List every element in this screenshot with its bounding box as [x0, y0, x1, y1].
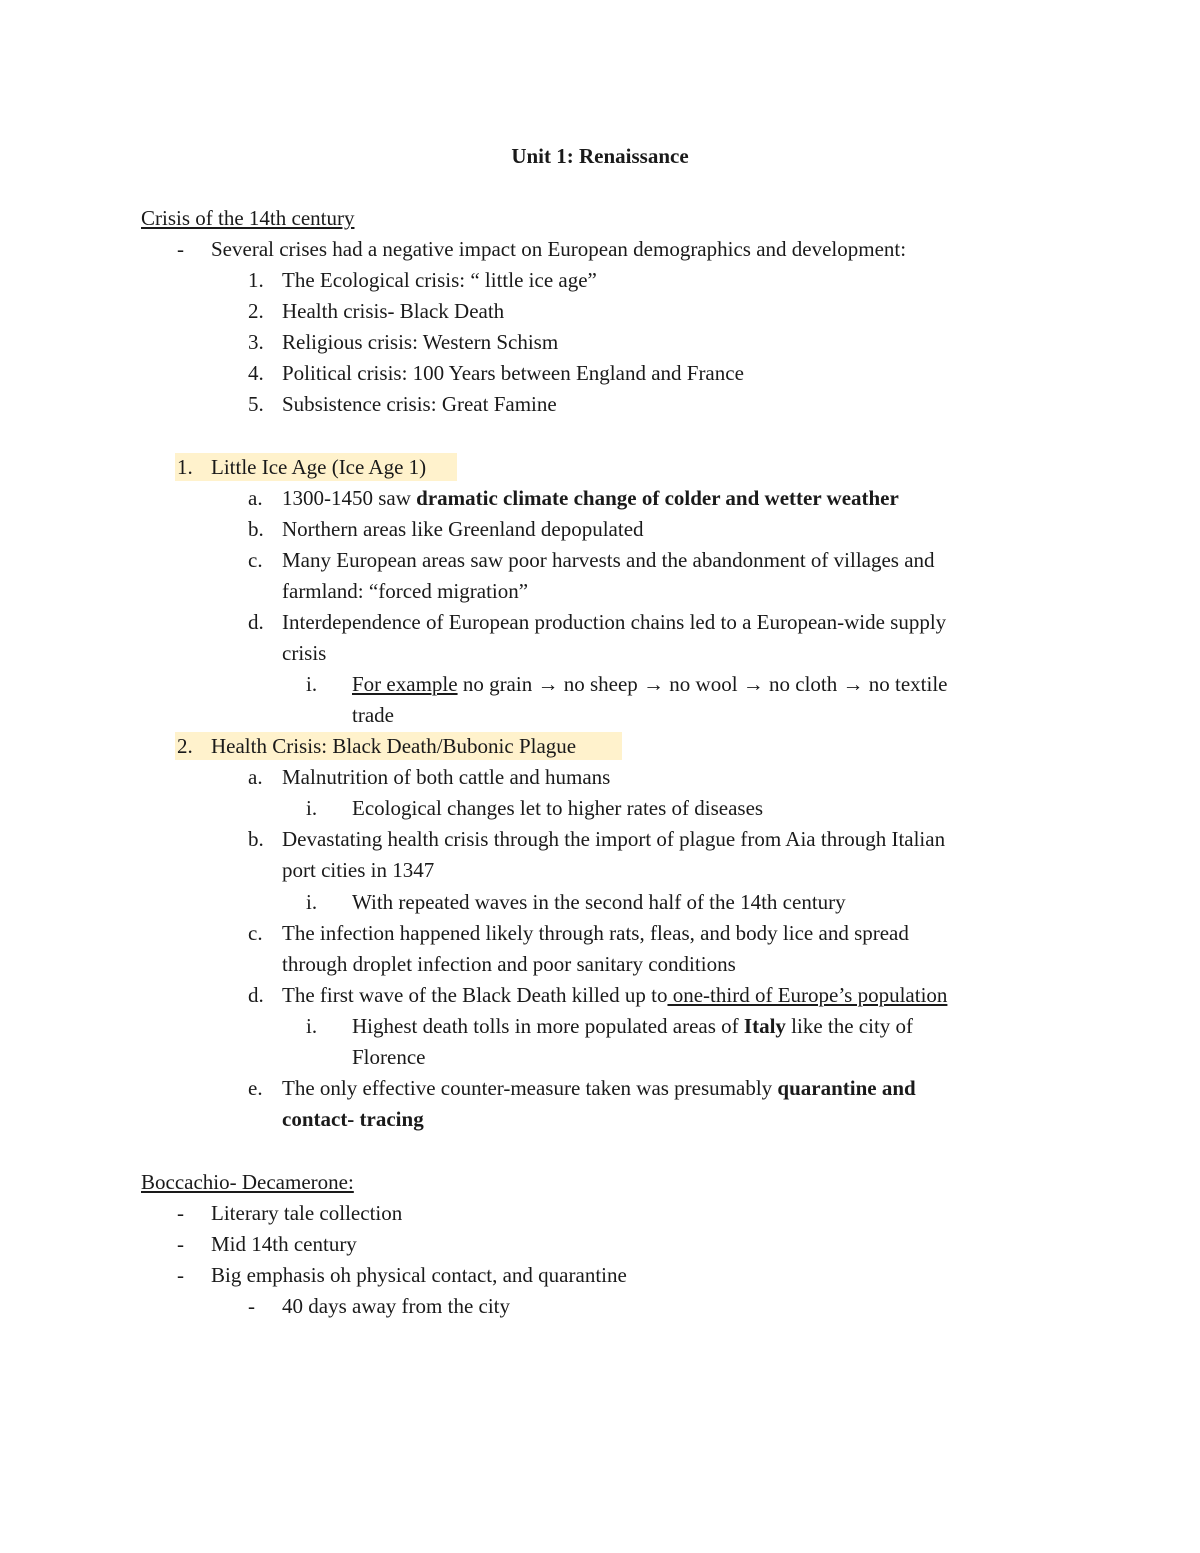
sub-marker: a. — [248, 486, 263, 510]
list-item-cont: trade — [352, 703, 394, 727]
list-item: Interdependence of European production chains led to a European-wide supply — [282, 610, 947, 634]
list-item-cont: contact- tracing — [282, 1107, 424, 1131]
section-heading-boccachio: Boccachio- Decamerone: — [141, 1170, 354, 1194]
sub-marker: c. — [248, 548, 263, 572]
list-number: 5. — [248, 392, 264, 416]
section-number: 1. — [177, 455, 193, 479]
list-item-cont: farmland: “forced migration” — [282, 579, 529, 603]
section-heading-health: Health Crisis: Black Death/Bubonic Plague — [211, 734, 577, 758]
list-item: The only effective counter-measure taken was presumably quarantine and — [282, 1076, 916, 1100]
sub-marker: b. — [248, 517, 264, 541]
bullet-text: 40 days away from the city — [282, 1294, 511, 1318]
list-item: 1300-1450 saw dramatic climate change of colder and wetter weather — [282, 486, 899, 510]
bullet-text: Several crises had a negative impact on European demographics and development: — [211, 237, 907, 261]
roman-marker: i. — [306, 672, 318, 696]
bullet-text: Literary tale collection — [211, 1201, 403, 1225]
list-item-cont: Florence — [352, 1045, 426, 1069]
list-item: The first wave of the Black Death killed up to one-third of Europe’s population — [282, 983, 948, 1007]
list-item-cont: port cities in 1347 — [282, 858, 435, 882]
bullet-marker: - — [177, 1201, 184, 1225]
section-number: 2. — [177, 734, 193, 758]
sub-marker: e. — [248, 1076, 263, 1100]
list-item: Health crisis- Black Death — [282, 299, 505, 323]
list-item-cont: crisis — [282, 641, 327, 665]
sub-marker: b. — [248, 827, 264, 851]
list-item-cont: through droplet infection and poor sanitary conditions — [282, 952, 736, 976]
roman-marker: i. — [306, 1014, 318, 1038]
list-item: Many European areas saw poor harvests and the abandonment of villages and — [282, 548, 935, 572]
section-heading-crisis: Crisis of the 14th century — [141, 206, 355, 230]
list-item: The Ecological crisis: “ little ice age” — [282, 268, 597, 292]
section-heading-ice-age: Little Ice Age (Ice Age 1) — [211, 455, 427, 479]
page-title: Unit 1: Renaissance — [511, 144, 689, 168]
sub-marker: a. — [248, 765, 263, 789]
list-number: 2. — [248, 299, 264, 323]
list-number: 4. — [248, 361, 264, 385]
bullet-marker: - — [248, 1294, 255, 1318]
bullet-text: Big emphasis oh physical contact, and quarantine — [211, 1263, 627, 1287]
list-item: Subsistence crisis: Great Famine — [282, 392, 557, 416]
list-item: With repeated waves in the second half of the 14th century — [352, 890, 846, 914]
bullet-marker: - — [177, 237, 184, 261]
list-item: Highest death tolls in more populated areas of Italy like the city of — [352, 1014, 914, 1038]
list-item: Ecological changes let to higher rates of diseases — [352, 796, 764, 820]
list-item: The infection happened likely through rats, fleas, and body lice and spread — [282, 921, 909, 945]
list-item: Northern areas like Greenland depopulated — [282, 517, 644, 541]
roman-marker: i. — [306, 890, 318, 914]
list-item: For example no grain → no sheep → no wool → no cloth → no textile — [352, 672, 948, 696]
list-item: Malnutrition of both cattle and humans — [282, 765, 611, 789]
list-item: Religious crisis: Western Schism — [282, 330, 559, 354]
roman-marker: i. — [306, 796, 318, 820]
bullet-marker: - — [177, 1263, 184, 1287]
bullet-text: Mid 14th century — [211, 1232, 357, 1256]
bullet-marker: - — [177, 1232, 184, 1256]
list-item: Devastating health crisis through the import of plague from Aia through Italian — [282, 827, 946, 851]
list-number: 1. — [248, 268, 264, 292]
list-item: Political crisis: 100 Years between England and France — [282, 361, 744, 385]
list-number: 3. — [248, 330, 264, 354]
sub-marker: d. — [248, 983, 264, 1007]
sub-marker: c. — [248, 921, 263, 945]
sub-marker: d. — [248, 610, 264, 634]
